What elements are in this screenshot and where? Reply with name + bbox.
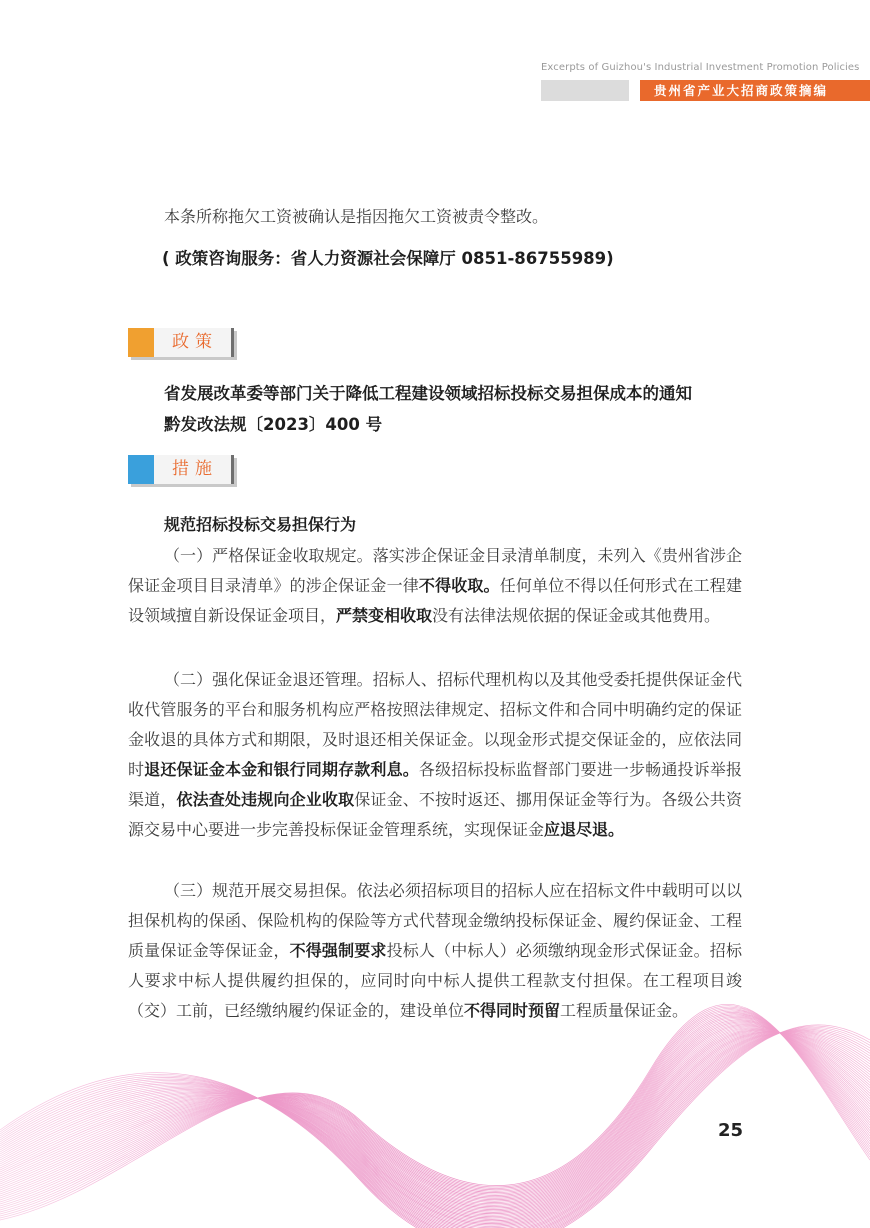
intro-note: 本条所称拖欠工资被确认是指因拖欠工资被责令整改。 — [164, 207, 549, 226]
emphasis-text: 应退尽退。 — [544, 820, 625, 839]
measures-tag-label: 措施 — [172, 459, 218, 479]
body-text: 任何单位不得以任何形式在工程建设领域擅自新设保证金项目， — [128, 576, 742, 625]
wave-line — [0, 1017, 870, 1200]
body-text: （三）规范开展交易担保。依法必须招标项目的招标人应在招标文件中载明可以以担保机构的保函、保险机构的保险等方式代替现金缴纳投标保证金、履约保证金、工程质量保证金等保证金， — [128, 881, 742, 960]
wave-line — [0, 1015, 870, 1204]
wave-line — [0, 1011, 870, 1210]
page-number: 25 — [718, 1120, 744, 1141]
emphasis-text: 退还保证金本金和银行同期存款利息。 — [144, 760, 419, 779]
body-text: 没有法律法规依据的保证金或其他费用。 — [432, 606, 721, 625]
body-text: 工程质量保证金。 — [560, 1001, 689, 1020]
header-chinese-title: 贵州省产业大招商政策摘编 — [640, 80, 870, 101]
paragraph-2 — [128, 665, 742, 845]
wave-line — [0, 1012, 870, 1208]
wave-line — [0, 1025, 870, 1210]
emphasis-text: 严禁变相收取 — [336, 606, 433, 625]
policy-tag-label: 政策 — [172, 332, 218, 352]
emphasis-text: 不得收取。 — [418, 576, 500, 595]
wave-line — [0, 1018, 870, 1201]
wave-line — [0, 1016, 870, 1202]
paragraph-3 — [128, 876, 742, 1026]
paragraph-1 — [128, 541, 742, 631]
policy-tag — [128, 328, 236, 358]
header-english-title: Excerpts of Guizhou's Industrial Investment Promotion Policies — [541, 62, 860, 73]
wave-line — [0, 1014, 870, 1206]
wave-line — [0, 1022, 870, 1206]
wave-line — [0, 1006, 870, 1218]
measures-tag — [128, 455, 236, 485]
wave-line — [0, 1021, 870, 1204]
wave-line — [0, 1007, 870, 1216]
wave-line — [0, 1004, 870, 1220]
policy-tag-strip — [128, 328, 154, 357]
body-text: 投标人（中标人）必须缴纳现金形式保证金。招标人要求中标人提供履约担保的，应同时向中标人提供工程款支付担保。在工程项目竣（交）工前，已经缴纳履约保证金的，建设单位 — [128, 941, 742, 1020]
emphasis-text: 依法查处违规向企业收取 — [176, 790, 355, 809]
consult-service: ( 政策咨询服务：省人力资源社会保障厅 0851-86755989) — [162, 249, 614, 268]
body-text: （一）严格保证金收取规定。落实涉企保证金目录清单制度，未列入《贵州省涉企保证金项目目录清单》的涉企保证金一律 — [128, 546, 742, 595]
wave-line — [0, 1023, 870, 1207]
wave-line — [0, 1010, 870, 1212]
policy-doc-number: 黔发改法规〔2023〕400 号 — [164, 415, 383, 434]
body-text: （二）强化保证金退还管理。招标人、招标代理机构以及其他受委托提供保证金代收代管服务的平台和服务机构应严格按照法律规定、招标文件和合同中明确约定的保证金收退的具体方式和期限，及时退还相关保证金。以现金形式提交保证金的，应依法同时 — [128, 670, 742, 779]
measures-tag-strip — [128, 455, 154, 484]
wave-line — [0, 1008, 870, 1214]
policy-title: 省发展改革委等部门关于降低工程建设领域招标投标交易担保成本的通知 — [164, 384, 692, 403]
body-text: 各级招标投标监督部门要进一步畅通投诉举报渠道， — [128, 760, 742, 809]
body-text: 保证金、不按时返还、挪用保证金等行为。各级公共资源交易中心要进一步完善投标保证金管理系统，实现保证金 — [128, 790, 742, 839]
section-heading: 规范招标投标交易担保行为 — [164, 515, 357, 534]
header-gray-block — [541, 80, 629, 101]
emphasis-text: 不得强制要求 — [289, 941, 387, 960]
wave-line — [0, 1026, 870, 1211]
wave-line — [0, 1024, 870, 1208]
emphasis-text: 不得同时预留 — [464, 1001, 561, 1020]
wave-line — [0, 1020, 870, 1203]
